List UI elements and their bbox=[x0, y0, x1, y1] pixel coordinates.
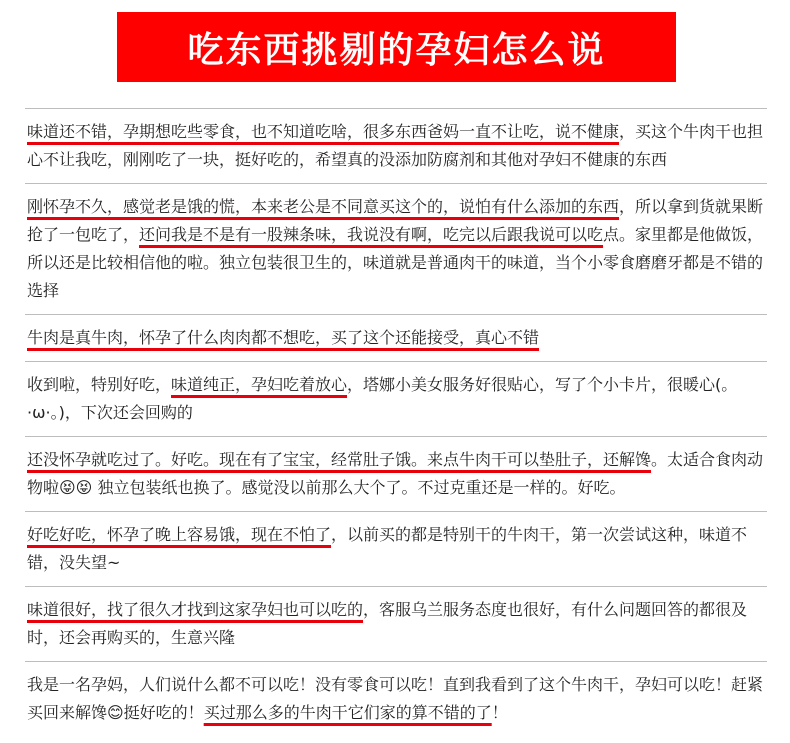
review-highlight: 牛肉是真牛肉，怀孕了什么肉肉都不想吃，买了这个还能接受，真心不错 bbox=[27, 328, 540, 347]
review-text: 点。家里都是他做饭，所以还是比较相信他的啦。独立包装很卫生的，味道就是普通肉干的味道，当个小零食磨磨牙都是不错的选择 bbox=[27, 225, 764, 300]
review-text: ！ bbox=[491, 703, 508, 722]
review-highlight: 还问我是不是有一股辣条味，我说没有啊，吃完以后跟我说可以吃 bbox=[139, 225, 604, 244]
review-text: ，塔娜小美女服务好很贴心，写了个小卡片，很暖心(。·ω·。)，下次还会回购的 bbox=[27, 375, 730, 422]
review-highlight: 买过那么多的牛肉干它们家的算不错的了 bbox=[203, 703, 492, 722]
review-item bbox=[25, 586, 767, 661]
review-item bbox=[25, 183, 767, 314]
review-highlight: 味道还不错，孕期想吃些零食，也不知道吃啥，很多东西爸妈一直不让吃，说不健康 bbox=[27, 122, 620, 141]
review-highlight: 味道很好，找了很久才找到这家孕妇也可以吃的 bbox=[27, 600, 364, 619]
page-title: 吃东西挑剔的孕妇怎么说 bbox=[187, 29, 606, 71]
review-text: ，以前买的都是特别干的牛肉干，第一次尝试这种，味道不错，没失望~ bbox=[27, 525, 748, 572]
page-title-banner bbox=[117, 12, 676, 82]
review-item bbox=[25, 108, 767, 183]
review-highlight: 刚怀孕不久，感觉老是饿的慌，本来老公是不同意买这个的，说怕有什么添加的东西 bbox=[27, 197, 620, 216]
review-highlight: 味道纯正，孕妇吃着放心 bbox=[171, 375, 348, 394]
review-text: ，所以拿到货就果断抢了一包吃了， bbox=[27, 197, 764, 244]
review-highlight: 好吃好吃，怀孕了晚上容易饿，现在不怕了 bbox=[27, 525, 332, 544]
review-text: 。太适合食肉动物啦😝😝 独立包装纸也换了。感觉没以前那么大个了。不过克重还是一样的。好吃。 bbox=[27, 450, 764, 497]
review-text: 我是一名孕妈，人们说什么都不可以吃！没有零食可以吃！直到我看到了这个牛肉干，孕妇可以吃！赶紧买回来解馋😊挺好吃的！ bbox=[27, 675, 764, 722]
review-item bbox=[25, 661, 767, 736]
review-text: ，买这个牛肉干也担心不让我吃，刚刚吃了一块，挺好吃的，希望真的没添加防腐剂和其他对孕妇不健康的东西 bbox=[27, 122, 764, 169]
review-list bbox=[25, 108, 767, 736]
review-text: 收到啦，特别好吃， bbox=[27, 375, 172, 394]
review-text: ，客服乌兰服务态度也很好，有什么问题回答的都很及时，还会再购买的，生意兴隆 bbox=[27, 600, 748, 647]
review-highlight: 还没怀孕就吃过了。好吃。现在有了宝宝，经常肚子饿。来点牛肉干可以垫肚子，还解馋 bbox=[27, 450, 652, 469]
review-item bbox=[25, 511, 767, 586]
review-item bbox=[25, 314, 767, 361]
review-item bbox=[25, 436, 767, 511]
review-item bbox=[25, 361, 767, 436]
